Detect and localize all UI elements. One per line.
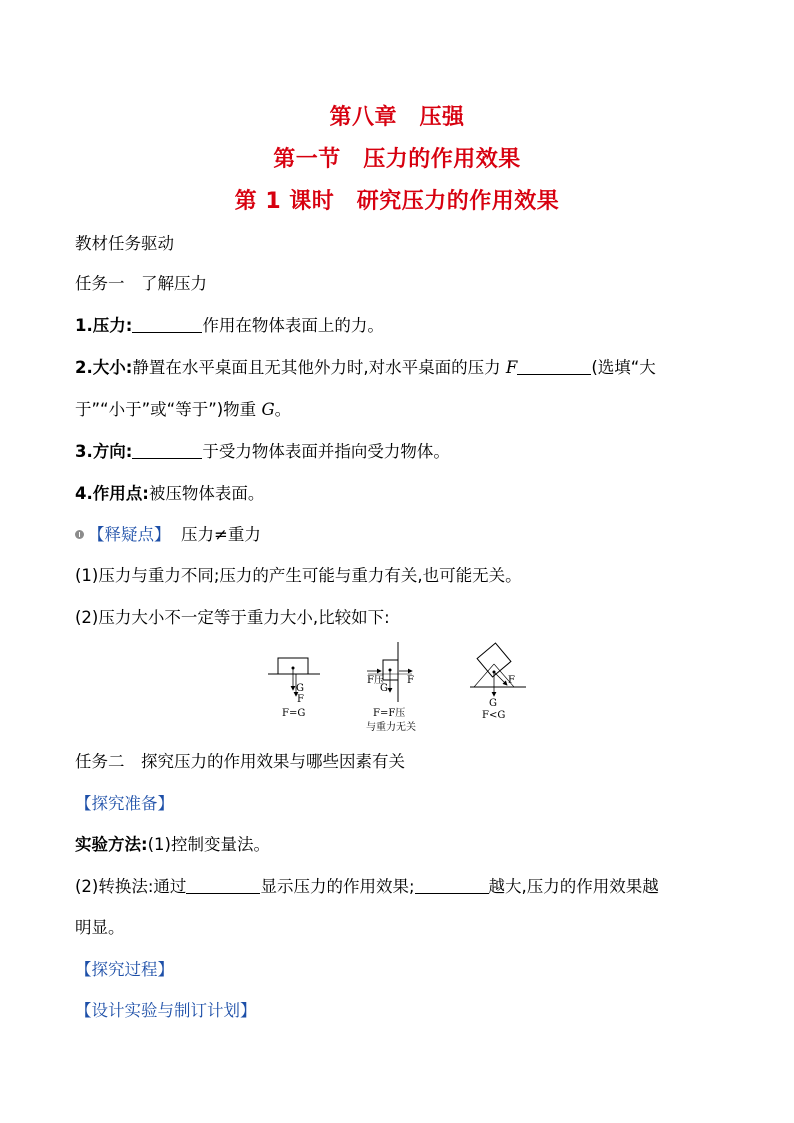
fig2-note: 与重力无关 [366,722,416,733]
design-heading [75,999,257,1023]
prep-label: 【探究准备】 [75,794,174,813]
figure-inclined-surface [470,643,526,721]
fig3-caption: F<G [482,710,506,721]
item-direction [75,440,450,464]
item2-text: 静置在水平桌面且无其他外力时,对水平桌面的压力 [132,358,506,377]
answer-blank[interactable] [186,877,260,894]
item4-text: 被压物体表面。 [148,484,265,503]
task-drive-heading: 教材任务驱动 [75,234,174,253]
item1-text: 作用在物体表面上的力。 [202,316,384,335]
item2-label: 2.大小: [75,358,133,377]
variable-g: G [261,400,275,419]
answer-blank[interactable] [132,316,202,333]
fig2-g-label: G [380,683,388,694]
fig1-g-label: G [296,683,304,694]
task2-title: 任务二 探究压力的作用效果与哪些因素有关 [75,752,405,771]
clarify-point-1: (1)压力与重力不同;压力的产生可能与重力有关,也可能无关。 [75,566,522,585]
item3-text: 于受力物体表面并指向受力物体。 [202,442,450,461]
item1-label: 1.压力: [75,316,133,335]
fig3-g-label: G [489,698,497,709]
method-2-text-b: 显示压力的作用效果; [260,877,415,896]
item2-line2-text: 于”“小于”或“等于”)物重 [75,400,262,419]
process-heading [75,958,174,982]
method-2-text-c: 越大,压力的作用效果越 [488,877,659,896]
fig2-f-label: F [407,675,414,686]
process-label: 【探究过程】 [75,960,174,979]
item2-line2-end: 。 [274,400,292,419]
section-title: 第一节 压力的作用效果 [273,147,521,172]
clarify-label: 【释疑点】 [88,525,171,544]
fig2-fpress-label: F压 [367,675,384,686]
item-application-point [75,482,264,506]
method-2-text-a: (2)转换法:通过 [75,877,187,896]
variable-f: F [505,358,518,377]
clarify-heading [75,523,261,547]
answer-blank[interactable] [415,877,489,894]
method-label: 实验方法: [75,835,148,854]
answer-blank[interactable] [517,358,591,375]
design-label: 【设计实验与制订计划】 [75,1001,257,1020]
fig2-caption: F=F压 [373,708,406,719]
chapter-title: 第八章 压强 [329,105,465,130]
lesson-title: 第 1 课时 研究压力的作用效果 [234,189,560,214]
item-magnitude [75,356,656,380]
item2-choice-text: (选填“大 [591,358,656,377]
item4-label: 4.作用点: [75,484,149,503]
item3-label: 3.方向: [75,442,133,461]
figure-vertical-wall [366,642,416,733]
task1-title: 任务一 了解压力 [75,274,207,293]
item-pressure-definition [75,314,384,338]
method-1-text: (1)控制变量法。 [147,835,270,854]
method-line-2-cont: 明显。 [75,918,125,937]
info-icon [75,530,84,539]
figure-horizontal-surface [268,658,320,719]
fig3-f-label: F [508,675,515,686]
item-magnitude-cont [75,398,291,422]
clarify-text: 压力≠重力 [181,525,261,544]
method-line-1 [75,833,270,857]
prep-heading [75,792,174,816]
clarify-point-2: (2)压力大小不一定等于重力大小,比较如下: [75,608,390,627]
pressure-comparison-figure [262,640,542,740]
method-line-2 [75,875,659,899]
fig1-caption: F=G [282,708,306,719]
fig1-f-label: F [297,694,304,705]
answer-blank[interactable] [132,442,202,459]
